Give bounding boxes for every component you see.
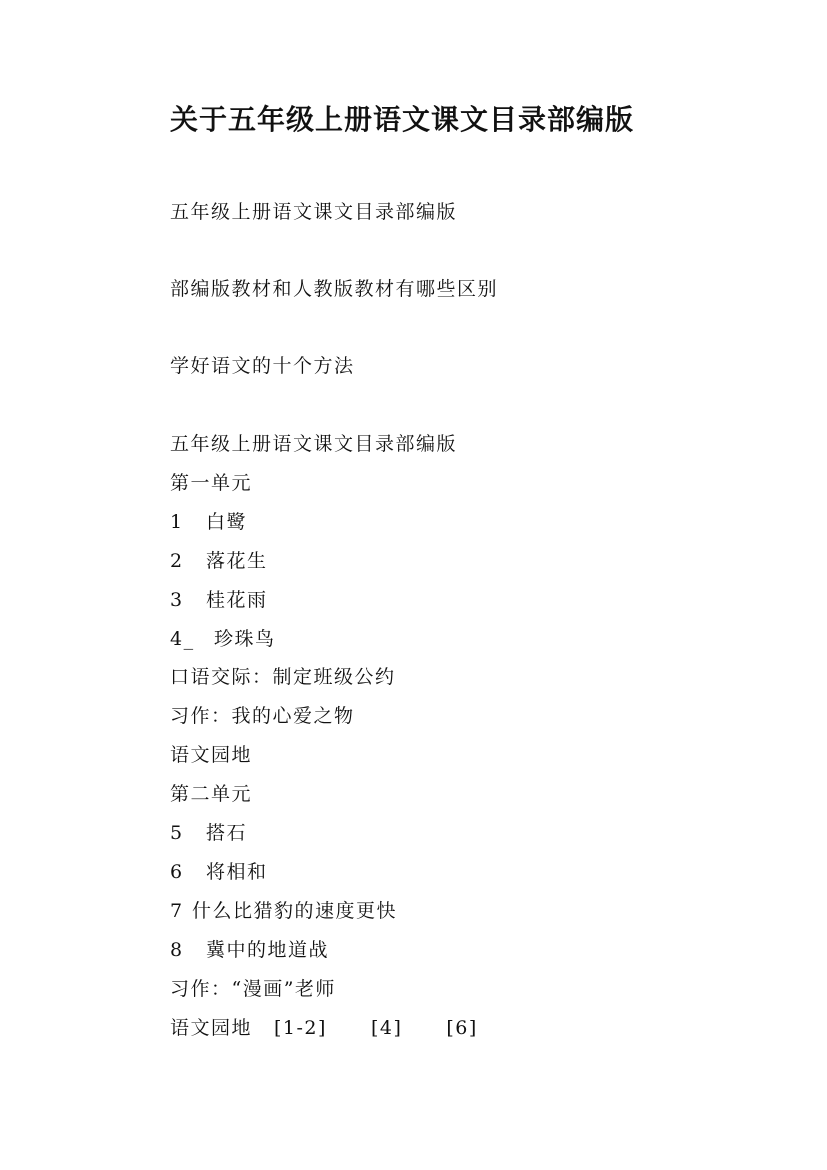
lesson-item: [170, 627, 276, 651]
lesson-title: 白鹭: [206, 511, 248, 533]
intro-line-3: 学好语文的十个方法: [170, 355, 355, 377]
lesson-item: [170, 510, 247, 534]
language-garden: [170, 1016, 478, 1040]
lesson-number: 8: [170, 939, 184, 961]
reference-mark: [4]: [370, 1017, 403, 1039]
lesson-title: 冀中的地道战: [206, 939, 330, 961]
lesson-number: 6: [170, 861, 184, 883]
lesson-title: 搭石: [206, 822, 248, 844]
intro-line-2: 部编版教材和人教版教材有哪些区别: [170, 278, 499, 300]
lesson-item: [170, 549, 268, 573]
writing-task: 习作：“漫画”老师: [170, 978, 336, 1000]
reference-mark: [6]: [446, 1017, 478, 1039]
lesson-number: 5: [170, 822, 184, 844]
lesson-title: 珍珠鸟: [214, 628, 276, 650]
lesson-number: 1: [170, 511, 184, 533]
lesson-item: [170, 588, 268, 612]
lesson-title: 桂花雨: [206, 589, 268, 611]
lesson-title: 什么比猎豹的速度更快: [192, 900, 398, 922]
lesson-item: [170, 860, 268, 884]
unit2-heading: 第二单元: [170, 783, 253, 805]
lesson-item: [170, 821, 247, 845]
unit1-heading: 第一单元: [170, 472, 253, 494]
writing-task: 习作：我的心爱之物: [170, 705, 355, 727]
toc-heading: 五年级上册语文课文目录部编版: [170, 433, 458, 455]
intro-line-1: 五年级上册语文课文目录部编版: [170, 201, 458, 223]
reference-mark: [1-2]: [274, 1017, 327, 1039]
lesson-item: [170, 899, 397, 923]
lesson-item: [170, 938, 329, 962]
lesson-number: 7: [170, 900, 184, 922]
lesson-title: 将相和: [206, 861, 268, 883]
lesson-title: 落花生: [206, 550, 268, 572]
lesson-number: 4_: [170, 628, 195, 650]
oral-communication: 口语交际：制定班级公约: [170, 666, 396, 688]
lesson-number: 3: [170, 589, 184, 611]
language-garden-label: 语文园地: [170, 1017, 253, 1039]
language-garden: 语文园地: [170, 744, 253, 766]
page-title: 关于五年级上册语文课文目录部编版: [170, 103, 635, 136]
lesson-number: 2: [170, 550, 184, 572]
